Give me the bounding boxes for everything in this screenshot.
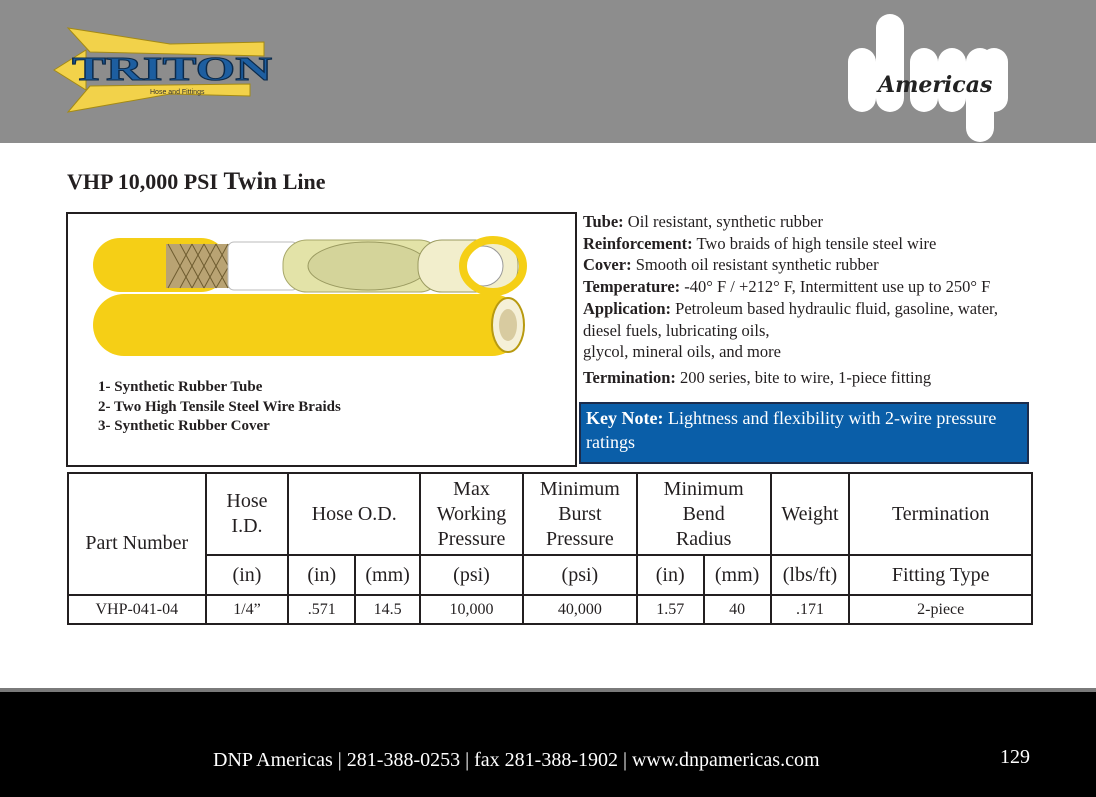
unit-cell: (mm) [704, 555, 771, 595]
product-image-panel [66, 212, 577, 467]
cell-weight: .171 [771, 595, 850, 624]
triton-logo [50, 22, 282, 116]
legend-item: 2- Two High Tensile Steel Wire Braids [98, 398, 341, 415]
header-termination: Termination [849, 473, 1032, 555]
page-number: 129 [1000, 746, 1030, 768]
spec-application-cont: glycol, mineral oils, and more [583, 342, 781, 362]
footer-contact: DNP Americas | 281-388-0253 | fax 281-388-1902 | www.dnpamericas.com [213, 749, 820, 771]
key-note-box [579, 402, 1029, 464]
page-title: VHP 10,000 PSI Twin Line [67, 168, 326, 195]
spec-table [67, 472, 1033, 625]
spec-tube: Tube: Oil resistant, synthetic rubber [583, 212, 824, 231]
header-weight: Weight [771, 473, 850, 555]
unit-cell: (psi) [420, 555, 523, 595]
legend-item: 1- Synthetic Rubber Tube [98, 379, 263, 395]
header-hose-od: Hose O.D. [288, 473, 420, 555]
unit-cell: Fitting Type [849, 555, 1032, 595]
header-max-pressure: Max Working Pressure [420, 473, 523, 555]
header-burst-pressure: Minimum Burst Pressure [523, 473, 637, 555]
cell-part-number: VHP-041-04 [68, 595, 206, 624]
cell-burst-pressure: 40,000 [523, 595, 637, 624]
header-bend-radius: Minimum Bend Radius [637, 473, 771, 555]
key-note-text: Lightness and flexibility with 2-wire pressure ratings [586, 408, 997, 452]
dnp-americas-word: Americas [878, 72, 993, 98]
spec-termination: Termination: 200 series, bite to wire, 1-piece fitting [583, 367, 932, 387]
unit-cell: (in) [637, 555, 704, 595]
key-note-label: Key Note: [586, 408, 664, 428]
header-hose-id: Hose I.D. [206, 473, 289, 555]
cell-max-pressure: 10,000 [420, 595, 523, 624]
cell-hose-od-in: .571 [288, 595, 355, 624]
spec-cover: Cover: Smooth oil resistant synthetic rubber [583, 255, 879, 275]
legend [98, 378, 341, 437]
cell-hose-id: 1/4” [206, 595, 289, 624]
unit-cell: (in) [206, 555, 289, 595]
unit-cell: (mm) [355, 555, 420, 595]
dnp-americas-logo [840, 10, 1020, 142]
header-part-number: Part Number [68, 473, 206, 595]
cell-fitting-type: 2-piece [849, 595, 1032, 624]
spec-temperature: Temperature: -40° F / +212° F, Intermittent use up to 250° F [583, 277, 991, 297]
footer-bar [0, 688, 1096, 797]
unit-cell: (lbs/ft) [771, 555, 850, 595]
spec-reinforcement: Reinforcement: Two braids of high tensile steel wire [583, 233, 937, 253]
unit-cell: (psi) [523, 555, 637, 595]
legend-item: 3- Synthetic Rubber Cover [98, 418, 270, 434]
unit-cell: (in) [288, 555, 355, 595]
cell-hose-od-mm: 14.5 [355, 595, 420, 624]
specifications [583, 211, 1033, 389]
table-row [68, 595, 1032, 624]
triton-tagline: Hose and Fittings [150, 89, 205, 96]
header-bar [0, 0, 1096, 143]
cell-bend-mm: 40 [704, 595, 771, 624]
spec-application: Application: Petroleum based hydraulic fluid, gasoline, water, diesel fuels, lubricating oils, [583, 298, 998, 340]
cell-bend-in: 1.57 [637, 595, 704, 624]
triton-brand: TRITON [72, 51, 273, 88]
